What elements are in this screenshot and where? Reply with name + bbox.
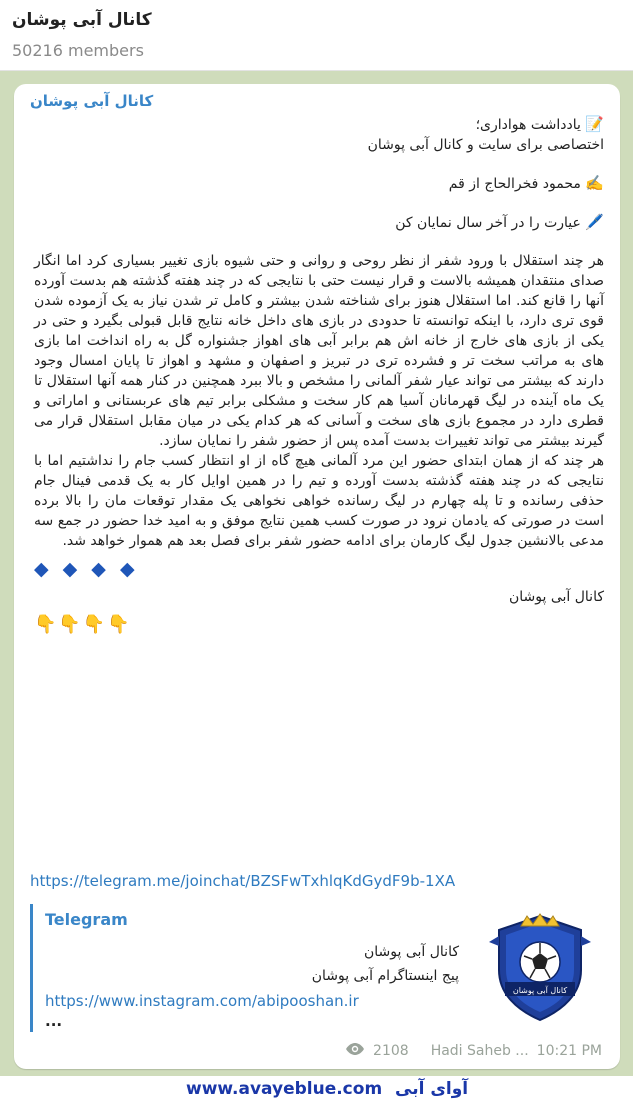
eye-icon	[345, 1042, 365, 1060]
note-subheading: اختصاصی برای سایت و کانال آبی پوشان	[367, 137, 604, 153]
memo-icon: 📝	[585, 115, 604, 133]
preview-description: پیج اینستاگرام آبی پوشان	[311, 968, 459, 984]
article-paragraph-1: هر چند استقلال با ورود شفر از نظر روحی و روانی و حتی شیوه بازی تغییر بسیاری کرد اما انگار صدای منتقدان همیشه بالاست و قرار نیست حتی با نتایجی که در چند هفته گذشته هم بدست آورده آنها را قانع کند. اما استقلال هنوز برای شناخته شدن بیشتر و کامل تر شدن نیاز به یک آزموده شدن قوی تری دارد، با اینکه توانسته تا حدودی در بازی های داخل خانه نتایج قابل قبولی بگیرد و حتی در یکی از بازی های خارج از خانه اش هم برابر آبی های اهواز جشنواره گل به راه انداخت اما بازی های به مراتب سخت تر و فشرده تری در تبریز و اصفهان و مشهد و اهواز تا پایان امسال وجود دارند که بیشتر می تواند عیار شفر آلمانی را مشخص و بالا ببرد همچنین در کنار همه آنها استقلال تا یک ماه آینده در لیگ قهرمانان آسیا هم کار سخت و مشکلی برابر تیم های عربستانی و اماراتی و قطری دارد در مجموع بازی های سخت و آسانی که هر کدام یکی در میان مقابل استقلال قرار می گیرند بیشتر می تواند تغییرات بدست آمده پس از حضور شفر را نمایان سازد.	[34, 253, 604, 449]
author-name: محمود فخرالحاج از قم	[448, 176, 581, 192]
article-paragraph-2: هر چند که از همان ابتدای حضور این مرد آلمانی هیچ گاه از او انتظار کسب جام را نداشتیم اما با نتایجی که در چند هفته گذشته بدست آورده و تیم را در همین اوایل کار به یک قدمی فینال جام حذفی رسانده و تا پله چهارم در لیگ رسانده خواهی نخواهی یک مقدار توقعات مان را بالا برده است در صورتی که یادمان نرود در صورت کسب همین نتایج موفق و به امید خدا حضور در جمع سه مدعی بالانشین جدول لیگ کارمان برای ادامه حضور شفر برای فصل بعد هم هموار خواهد شد.	[34, 453, 604, 549]
message-meta	[345, 1042, 602, 1060]
message-text	[34, 114, 604, 635]
footer-site: www.avayeblue.com	[186, 1079, 383, 1099]
link-preview[interactable]	[30, 904, 609, 1032]
message-bubble[interactable]	[14, 84, 620, 1069]
signature: کانال آبی پوشان	[508, 589, 604, 605]
post-time: 10:21 PM	[536, 1043, 602, 1059]
view-count: 2108	[373, 1043, 409, 1059]
chat-header[interactable]	[0, 0, 633, 71]
message-sender[interactable]: کانال آبی پوشان	[30, 92, 154, 110]
post-author: Hadi Saheb ...	[430, 1043, 529, 1059]
note-heading: یادداشت هواداری؛	[475, 117, 581, 133]
preview-site-name: Telegram	[45, 910, 128, 929]
footer-brand: آوای آبی	[395, 1079, 469, 1099]
preview-title: کانال آبی پوشان	[363, 944, 459, 960]
preview-more: ...	[45, 1012, 63, 1030]
member-count: 50216 members	[12, 41, 144, 60]
pointing-down-icons: 👇👇👇👇	[34, 614, 132, 635]
article-headline: عیارت را در آخر سال نمایان کن	[395, 215, 581, 231]
invite-link[interactable]: https://telegram.me/joinchat/BZSFwTxhlqKdGydF9b-1XA	[30, 872, 456, 890]
logo-text: کانال آبی پوشان	[512, 986, 568, 995]
pen-icon: 🖊️	[585, 213, 604, 231]
channel-title[interactable]: کانال آبی پوشان	[12, 10, 152, 30]
diamond-icons: ◆ ◆ ◆ ◆	[34, 558, 139, 580]
preview-link[interactable]: https://www.instagram.com/abipooshan.ir	[45, 992, 359, 1010]
watermark-footer	[0, 1076, 633, 1111]
channel-logo-icon	[485, 912, 595, 1024]
writing-hand-icon: ✍️	[585, 174, 604, 192]
